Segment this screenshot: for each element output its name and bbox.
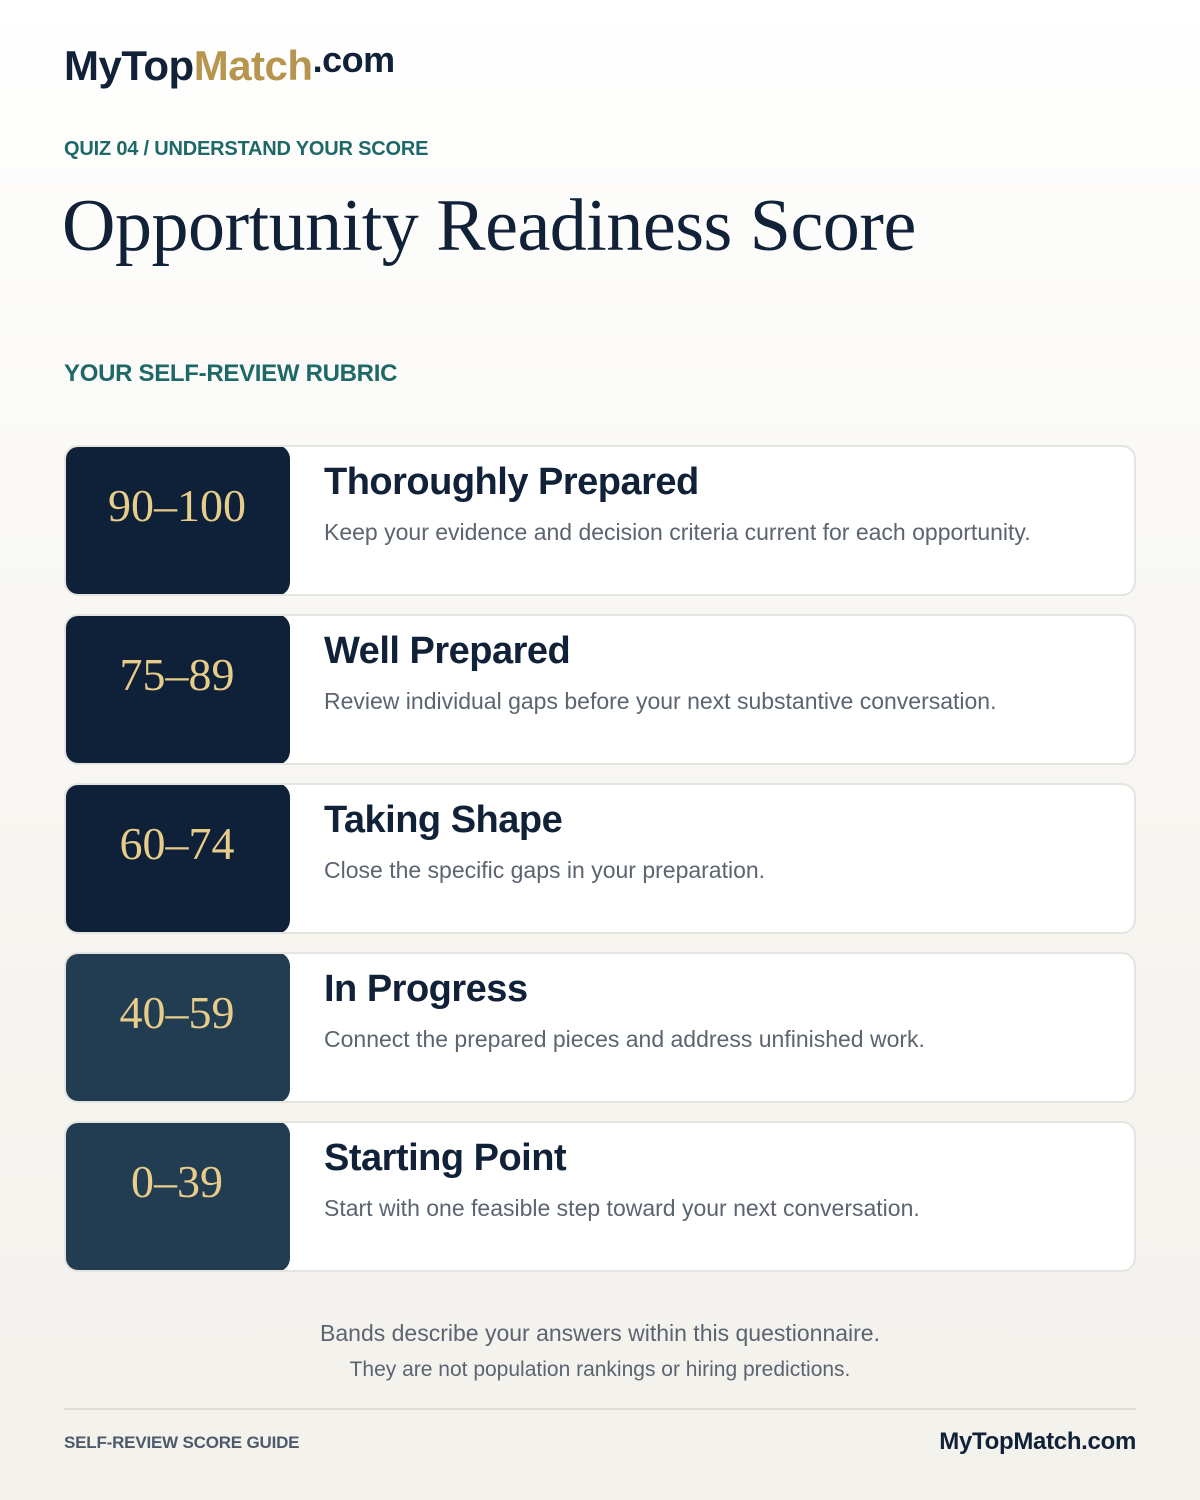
- score-band-description: Close the specific gaps in your preparation.: [324, 857, 766, 883]
- score-band: [64, 1121, 1136, 1272]
- quiz-eyebrow: QUIZ 04 / UNDERSTAND YOUR SCORE: [64, 138, 429, 160]
- score-band: [64, 783, 1136, 934]
- score-band-description: Review individual gaps before your next substantive conversation.: [324, 688, 997, 714]
- brand-logo-part3: .com: [312, 39, 395, 80]
- score-band-description: Connect the prepared pieces and address unfinished work.: [324, 1026, 925, 1052]
- score-band-list: [64, 445, 1136, 1290]
- score-band: [64, 614, 1136, 765]
- score-band: [64, 952, 1136, 1103]
- disclaimer-line-2: They are not population rankings or hiring predictions.: [349, 1358, 851, 1381]
- brand-logo-part1: MyTop: [64, 42, 194, 89]
- score-band-name: Thoroughly Prepared: [324, 461, 699, 503]
- score-band-name: Taking Shape: [324, 799, 563, 841]
- footer-site-link[interactable]: MyTopMatch.com: [939, 1428, 1136, 1455]
- score-band-range: 60–74: [64, 783, 290, 934]
- score-band-range: 40–59: [64, 952, 290, 1103]
- score-band-name: In Progress: [324, 968, 528, 1010]
- footer-divider: [64, 1408, 1136, 1410]
- footer-guide-label: SELF-REVIEW SCORE GUIDE: [64, 1433, 300, 1452]
- brand-logo-part2: Match: [193, 42, 313, 89]
- score-band-name: Starting Point: [324, 1137, 567, 1179]
- page-title: Opportunity Readiness Score: [62, 185, 916, 267]
- score-band-description: Start with one feasible step toward your next conversation.: [324, 1195, 920, 1221]
- score-band: [64, 445, 1136, 596]
- score-band-description: Keep your evidence and decision criteria current for each opportunity.: [324, 519, 1031, 545]
- score-band-range: 0–39: [64, 1121, 290, 1272]
- brand-logo: [64, 40, 395, 92]
- score-band-range: 90–100: [64, 445, 290, 596]
- score-band-range: 75–89: [64, 614, 290, 765]
- disclaimer-line-1: Bands describe your answers within this questionnaire.: [320, 1320, 880, 1346]
- rubric-label: YOUR SELF-REVIEW RUBRIC: [64, 360, 398, 387]
- score-band-name: Well Prepared: [324, 630, 571, 672]
